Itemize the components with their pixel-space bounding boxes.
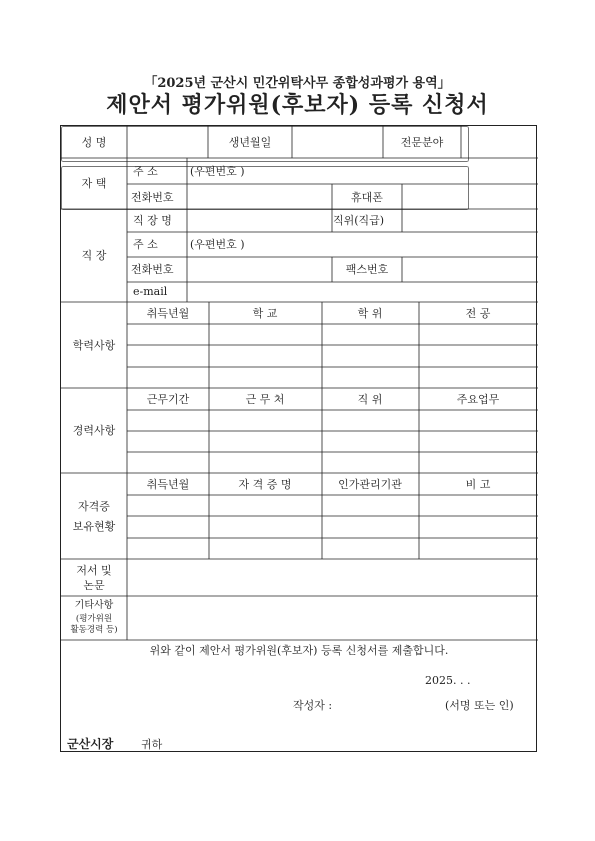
- education-header: 취득년월: [146, 307, 190, 320]
- date-text: 2025. . .: [425, 674, 471, 687]
- field-of-expertise-field[interactable]: [465, 134, 535, 150]
- career-header: 근무기간: [146, 393, 190, 406]
- career-header: 직 위: [357, 393, 383, 406]
- work-address-label: 주 소: [133, 238, 158, 251]
- name-field[interactable]: [131, 134, 205, 150]
- position-label: 직위(직급): [333, 214, 385, 227]
- publications-label: 논문: [83, 579, 105, 592]
- position-field[interactable]: [406, 212, 534, 230]
- publications-label: 저서 및: [76, 564, 112, 577]
- home-address-postcode: (우편번호 ): [190, 165, 245, 178]
- workplace-label: 직 장 명: [133, 214, 172, 227]
- email-field[interactable]: [191, 284, 534, 300]
- recipient-label: 군산시장: [67, 737, 114, 751]
- signature-label: (서명 또는 인): [445, 699, 514, 712]
- statement-text: 위와 같이 제안서 평가위원(후보자) 등록 신청서를 제출합니다.: [149, 644, 449, 657]
- certs-header: 비 고: [465, 478, 491, 491]
- birth-field[interactable]: [296, 134, 380, 150]
- fax-field[interactable]: [406, 261, 534, 279]
- mobile-label: 휴대폰: [351, 191, 383, 204]
- certs-header: 자 격 증 명: [238, 478, 292, 491]
- name-label: 성 명: [81, 136, 107, 149]
- form-title: 제안서 평가위원(후보자) 등록 신청서: [106, 92, 489, 118]
- certs-label: 보유현황: [72, 520, 116, 533]
- education-label: 학력사항: [72, 339, 116, 352]
- email-label: e-mail: [133, 285, 168, 298]
- home-address-label: 주 소: [133, 165, 158, 178]
- home-address-field[interactable]: [321, 162, 535, 180]
- birth-label: 생년월일: [228, 136, 272, 149]
- writer-label: 작성자 :: [293, 699, 333, 712]
- work-label: 직 장: [81, 249, 107, 262]
- etc-label: (평가위원: [75, 614, 113, 624]
- education-header: 학 위: [357, 307, 383, 320]
- etc-label: 기타사항: [74, 600, 114, 611]
- etc-label: 활동경력 등): [70, 625, 118, 635]
- certs-label: 자격증: [78, 500, 110, 513]
- home-label: 자 택: [81, 177, 107, 190]
- work-address-postcode: (우편번호 ): [190, 238, 245, 251]
- career-header: 근 무 처: [245, 393, 285, 406]
- education-header: 학 교: [252, 307, 278, 320]
- home-phone-label: 전화번호: [131, 191, 174, 204]
- work-phone-label: 전화번호: [131, 263, 174, 276]
- home-phone-field[interactable]: [191, 188, 329, 206]
- writer-field[interactable]: [351, 696, 439, 712]
- career-header: 주요업무: [456, 393, 500, 406]
- mobile-field[interactable]: [406, 188, 534, 206]
- education-header: 전 공: [465, 307, 491, 320]
- certs-header: 인가관리기관: [338, 478, 402, 491]
- fax-label: 팩스번호: [345, 263, 389, 276]
- workplace-field[interactable]: [191, 212, 329, 230]
- career-label: 경력사항: [72, 424, 116, 437]
- application-form: [60, 125, 537, 752]
- work-phone-field[interactable]: [191, 261, 329, 279]
- field-label: 전문분야: [400, 136, 444, 149]
- recipient-suffix: 귀하: [141, 738, 163, 751]
- certs-header: 취득년월: [146, 478, 190, 491]
- work-address-field[interactable]: [321, 236, 535, 254]
- form-subtitle: 「2025년 군산시 민간위탁사무 종합성과평가 용역」: [144, 76, 451, 91]
